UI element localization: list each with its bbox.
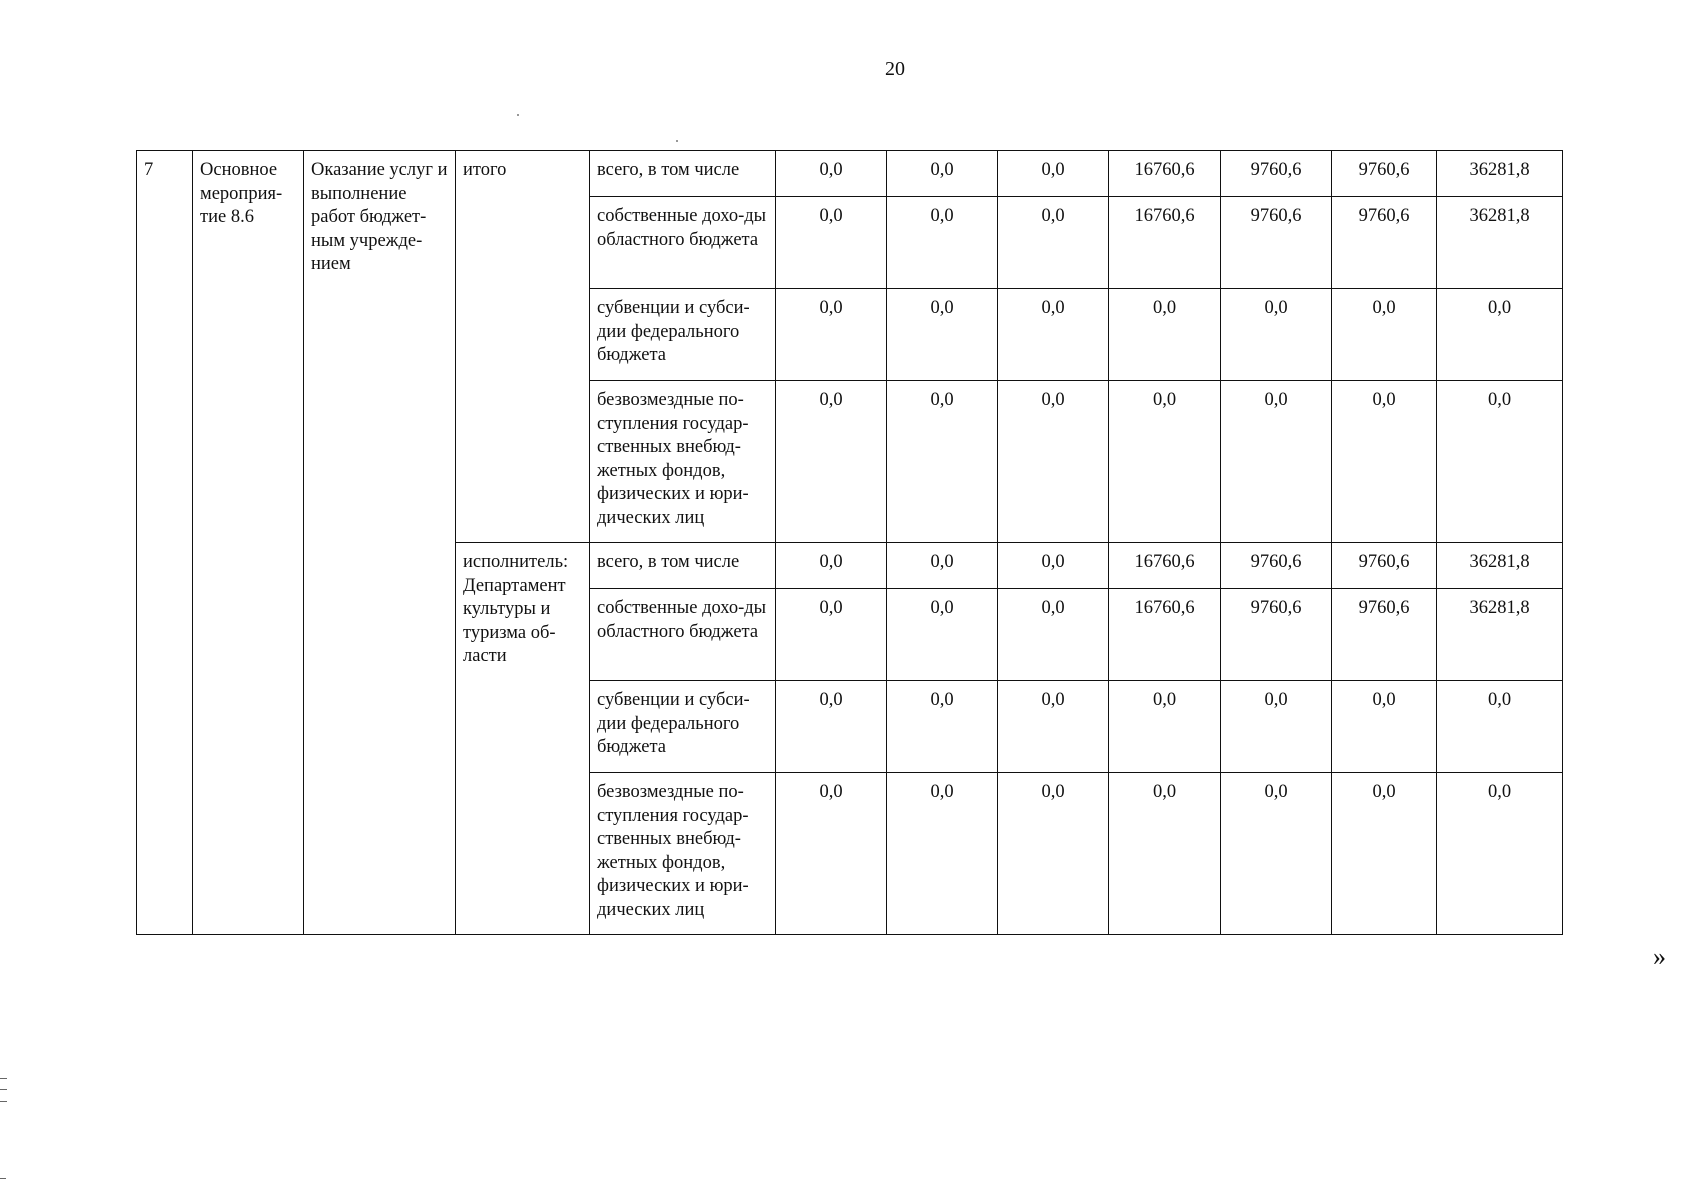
funding-source-cell: собственные дохо-ды областного бюджета — [590, 197, 776, 289]
page-number: 20 — [885, 58, 905, 80]
value-cell: 0,0 — [1109, 773, 1221, 935]
event-title-cell: Оказание услуг и выполнение работ бюджет-ным учрежде-нием — [304, 151, 456, 935]
value-cell: 0,0 — [1332, 381, 1437, 543]
value-cell: 0,0 — [1437, 681, 1563, 773]
value-cell: 9760,6 — [1221, 151, 1332, 197]
funding-source-cell: субвенции и субси-дии федерального бюджета — [590, 289, 776, 381]
value-cell: 16760,6 — [1109, 589, 1221, 681]
value-cell: 0,0 — [998, 543, 1109, 589]
value-cell: 9760,6 — [1332, 151, 1437, 197]
value-cell: 9760,6 — [1221, 589, 1332, 681]
closing-quote-mark: » — [1653, 942, 1666, 971]
table-row — [137, 151, 1563, 197]
value-cell: 0,0 — [887, 151, 998, 197]
value-cell: 0,0 — [887, 381, 998, 543]
value-cell: 0,0 — [887, 197, 998, 289]
value-cell: 0,0 — [776, 197, 887, 289]
value-cell: 0,0 — [1109, 289, 1221, 381]
margin-mark — [0, 1178, 6, 1179]
value-cell: 0,0 — [1109, 381, 1221, 543]
value-cell: 0,0 — [998, 681, 1109, 773]
value-cell: 0,0 — [1437, 289, 1563, 381]
value-cell: 16760,6 — [1109, 197, 1221, 289]
value-cell: 0,0 — [887, 773, 998, 935]
funding-source-cell: всего, в том числе — [590, 151, 776, 197]
value-cell: 0,0 — [887, 289, 998, 381]
funding-source-cell: собственные дохо-ды областного бюджета — [590, 589, 776, 681]
group-label-cell: исполнитель: Департамент культуры и туризма об-ласти — [456, 543, 590, 935]
value-cell: 0,0 — [776, 773, 887, 935]
value-cell: 36281,8 — [1437, 151, 1563, 197]
value-cell: 0,0 — [776, 543, 887, 589]
value-cell: 0,0 — [998, 773, 1109, 935]
row-number-cell: 7 — [137, 151, 193, 935]
value-cell: 0,0 — [1221, 681, 1332, 773]
value-cell: 0,0 — [998, 589, 1109, 681]
value-cell: 9760,6 — [1332, 543, 1437, 589]
value-cell: 0,0 — [998, 289, 1109, 381]
value-cell: 0,0 — [1221, 381, 1332, 543]
value-cell: 0,0 — [887, 589, 998, 681]
group-label-cell: итого — [456, 151, 590, 543]
value-cell: 0,0 — [1109, 681, 1221, 773]
value-cell: 0,0 — [1332, 773, 1437, 935]
value-cell: 0,0 — [887, 681, 998, 773]
margin-mark — [0, 1078, 7, 1102]
value-cell: 0,0 — [1332, 681, 1437, 773]
value-cell: 9760,6 — [1332, 589, 1437, 681]
value-cell: 0,0 — [776, 151, 887, 197]
value-cell: 0,0 — [998, 151, 1109, 197]
value-cell: 16760,6 — [1109, 543, 1221, 589]
funding-source-cell: субвенции и субси-дии федерального бюджета — [590, 681, 776, 773]
value-cell: 0,0 — [776, 289, 887, 381]
scan-speck — [676, 140, 678, 142]
value-cell: 0,0 — [998, 197, 1109, 289]
value-cell: 0,0 — [1437, 773, 1563, 935]
value-cell: 36281,8 — [1437, 589, 1563, 681]
scan-speck — [517, 114, 519, 116]
value-cell: 9760,6 — [1221, 543, 1332, 589]
value-cell: 36281,8 — [1437, 197, 1563, 289]
value-cell: 0,0 — [776, 681, 887, 773]
funding-source-cell: всего, в том числе — [590, 543, 776, 589]
value-cell: 0,0 — [998, 381, 1109, 543]
value-cell: 36281,8 — [1437, 543, 1563, 589]
value-cell: 0,0 — [887, 543, 998, 589]
value-cell: 9760,6 — [1332, 197, 1437, 289]
value-cell: 0,0 — [1332, 289, 1437, 381]
value-cell: 9760,6 — [1221, 197, 1332, 289]
funding-source-cell: безвозмездные по-ступления государ-ственных внебюд-жетных фондов, физических и юри-дических лиц — [590, 773, 776, 935]
value-cell: 0,0 — [1437, 381, 1563, 543]
value-cell: 0,0 — [1221, 773, 1332, 935]
funding-source-cell: безвозмездные по-ступления государ-ственных внебюд-жетных фондов, физических и юри-дических лиц — [590, 381, 776, 543]
value-cell: 16760,6 — [1109, 151, 1221, 197]
value-cell: 0,0 — [776, 381, 887, 543]
value-cell: 0,0 — [1221, 289, 1332, 381]
budget-table — [136, 150, 1563, 935]
event-cell: Основное мероприя-тие 8.6 — [193, 151, 304, 935]
value-cell: 0,0 — [776, 589, 887, 681]
